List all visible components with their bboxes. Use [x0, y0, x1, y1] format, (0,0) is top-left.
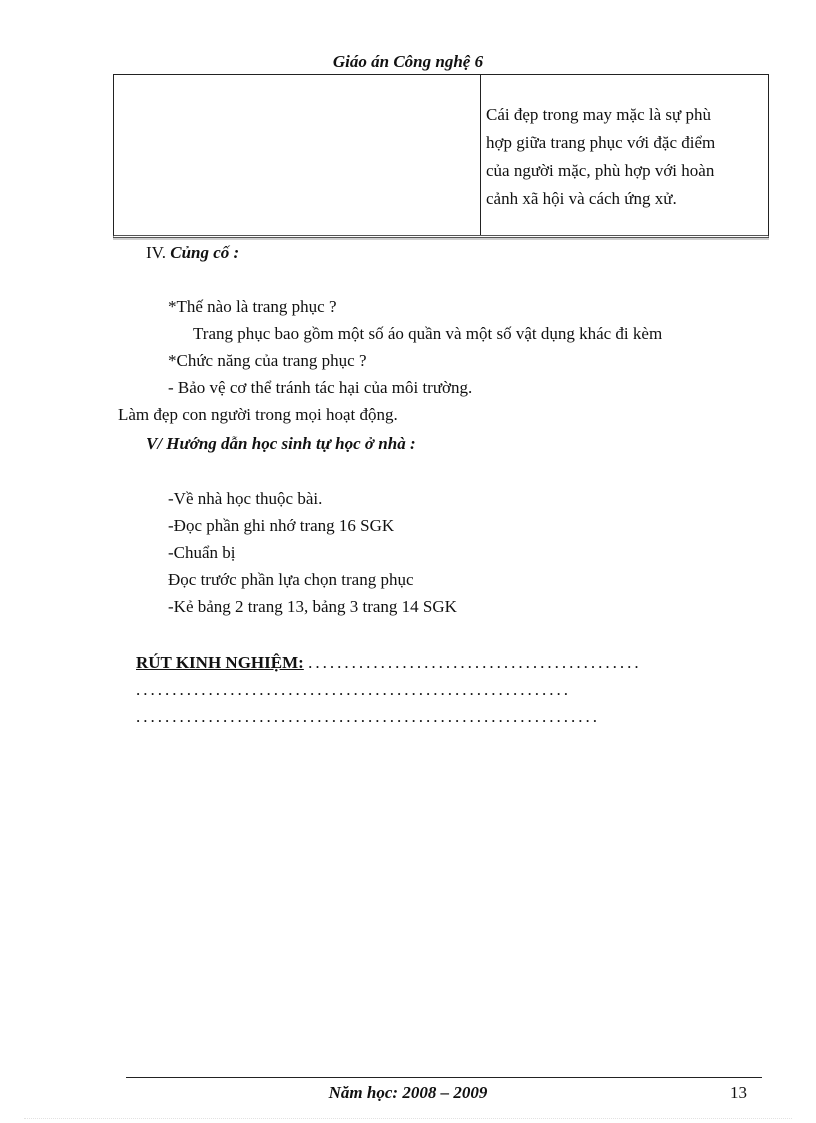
rut-kinh-nghiem-label: RÚT KINH NGHIỆM:	[136, 653, 304, 672]
section-iv-prefix: IV.	[146, 243, 166, 262]
section-v-line: -Đọc phần ghi nhớ trang 16 SGK	[168, 516, 395, 535]
table-cell-line: Cái đẹp trong may mặc là sự phù	[486, 105, 711, 124]
table-right-cell	[486, 101, 756, 213]
section-iv-line: *Chức năng của trang phục ?	[168, 351, 367, 370]
section-v-line: Đọc trước phần lựa chọn trang phục	[168, 570, 414, 589]
section-iv-heading	[146, 243, 239, 263]
lesson-table	[113, 74, 769, 238]
footer-school-year: Năm học: 2008 – 2009	[328, 1083, 488, 1102]
section-iv-line: - Bảo vệ cơ thể tránh tác hại của môi trường.	[168, 378, 473, 397]
table-divider	[480, 75, 481, 235]
rut-kinh-nghiem-line	[136, 653, 642, 673]
section-v-line: -Kẻ bảng 2 trang 13, bảng 3 trang 14 SGK	[168, 597, 457, 616]
table-cell-line: của người mặc, phù hợp với hoàn	[486, 161, 715, 180]
dotted-fill: ..............................................	[308, 653, 642, 672]
section-iv-title: Củng cố :	[170, 243, 240, 262]
page-bottom-border	[24, 1118, 792, 1119]
section-v-heading: V/ Hướng dẫn học sinh tự học ở nhà :	[146, 434, 416, 453]
table-cell-line: hợp giữa trang phục với đặc điểm	[486, 133, 716, 152]
section-v-line: -Về nhà học thuộc bài.	[168, 489, 323, 508]
footer-rule	[126, 1077, 762, 1078]
section-v-line: -Chuẩn bị	[168, 543, 236, 562]
section-iv-line: *Thế nào là trang phục ?	[168, 297, 337, 316]
page-header-title: Giáo án Công nghệ 6	[332, 52, 484, 71]
dotted-fill-line: ............................................................	[136, 680, 571, 699]
section-iv-line: Làm đẹp con người trong mọi hoạt động.	[118, 405, 398, 424]
page-number: 13	[730, 1083, 747, 1102]
section-iv-line: Trang phục bao gồm một số áo quần và một số vật dụng khác đi kèm	[193, 324, 663, 343]
table-cell-line: cảnh xã hội và cách ứng xử.	[486, 189, 677, 208]
dotted-fill-line: ................................................................	[136, 707, 600, 726]
